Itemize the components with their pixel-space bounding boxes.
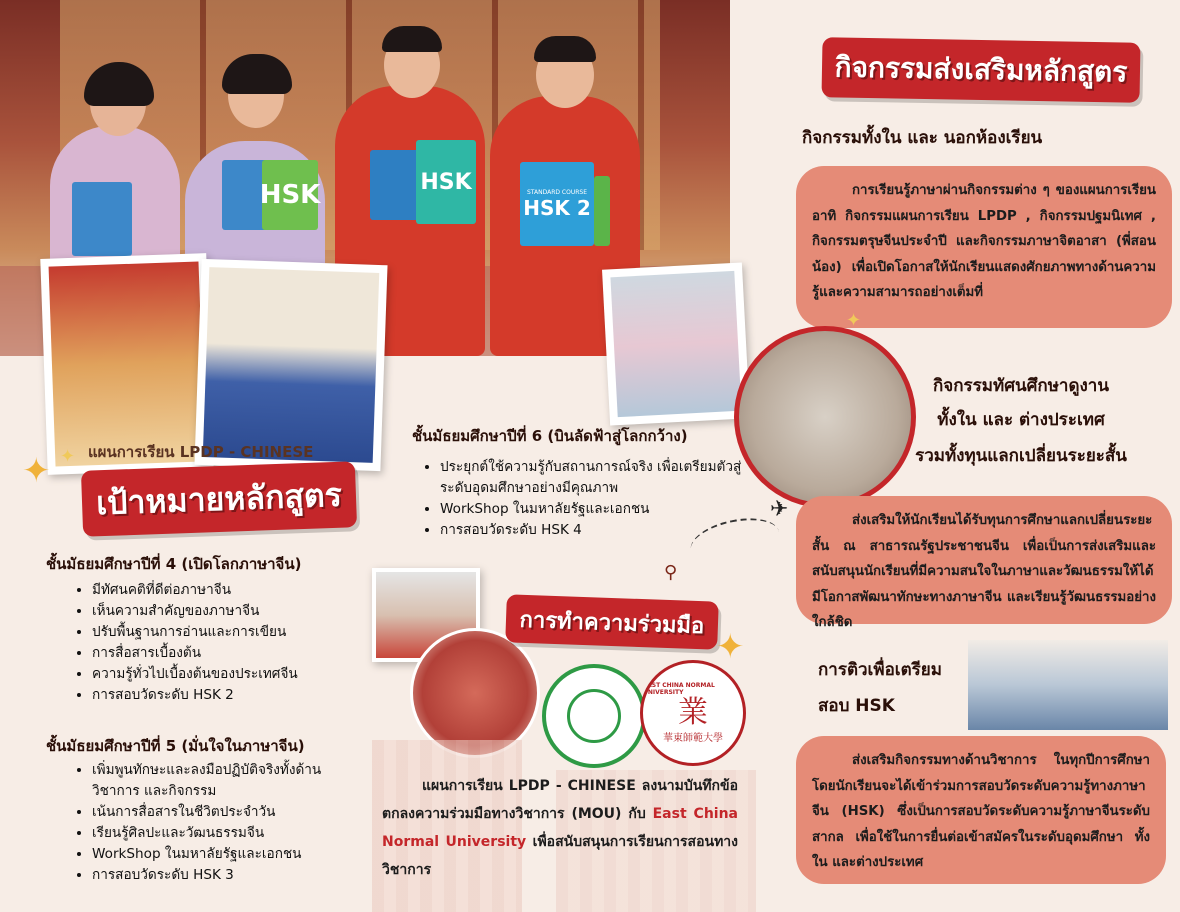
location-pin-icon: ⚲: [664, 562, 678, 583]
list-item: • เรียนรู้ศิลปะและวัฒนธรรมจีน: [92, 823, 362, 844]
list-item: • เพิ่มพูนทักษะและลงมือปฏิบัติจริงทั้งด้านวิชาการ และกิจกรรม: [92, 760, 362, 802]
sparkle-icon: ✦: [716, 627, 745, 667]
photo-hsk-group: [968, 640, 1168, 730]
photo-study-tour-circle: [734, 326, 916, 508]
list-item: • WorkShop ในมหาลัยรัฐและเอกชน: [440, 499, 750, 520]
ecnu-emblem-icon: 業: [678, 695, 708, 730]
ecnu-arc-text: EAST CHINA NORMAL UNIVERSITY: [643, 682, 715, 696]
activities-panel: [796, 166, 1172, 331]
list-item: • เน้นการสื่อสารในชีวิตประจำวัน: [92, 802, 362, 823]
airplane-icon: ✈: [770, 497, 789, 522]
activities-subtitle: กิจกรรมทั้งใน และ นอกห้องเรียน: [802, 128, 1043, 148]
list-item: • การสื่อสารเบื้องต้น: [92, 643, 392, 664]
list-item: • มีทัศนคติที่ดีต่อภาษาจีน: [92, 580, 392, 601]
mou-text-part2: เพื่อสนับสนุนการเรียนการสอนทางวิชาการ: [382, 834, 739, 878]
m6-title: ชั้นมัธยมศึกษาปีที่ 6 (บินลัดฟ้าสู่โลกกว้าง): [412, 427, 688, 445]
goals-ribbon-title: เป้าหมายหลักสูตร: [95, 475, 343, 522]
study-tour-paragraph: ส่งเสริมให้นักเรียนได้รับทุนการศึกษาแลกเปลี่ยนระยะสั้น ณ สาธารณรัฐประชาชนจีน เพื่อเป็นการส่งเสริมและสนับสนุนนักเรียนที่มีความสนใจในภาษาและวัฒนธรรมให้ได้มีโอกาสพัฒนาทักษะทางภาษาจีน และเรียนรู้วัฒนธรรมอย่างใกล้ชิด: [812, 513, 1156, 630]
m5-list: [70, 760, 362, 886]
m6-list: [418, 457, 750, 541]
m5-title: ชั้นมัธยมศึกษาปีที่ 5 (มั่นใจในภาษาจีน): [46, 737, 305, 755]
hsk-prep-panel: [796, 736, 1166, 884]
goals-ribbon: [81, 461, 357, 537]
activities-ribbon: [822, 37, 1141, 103]
list-item: • WorkShop ในมหาลัยรัฐและเอกชน: [92, 844, 362, 865]
activities-ribbon-title: กิจกรรมส่งเสริมหลักสูตร: [834, 50, 1128, 89]
study-tour-line3: รวมทั้งทุนแลกเปลี่ยนระยะสั้น: [915, 446, 1127, 466]
m4-title: ชั้นมัธยมศึกษาปีที่ 4 (เปิดโลกภาษาจีน): [46, 555, 302, 573]
textbook: [72, 182, 132, 256]
program-label: แผนการเรียน LPDP - CHINESE: [88, 443, 314, 461]
hsk-book: HSK: [416, 140, 476, 224]
list-item: • การสอบวัดระดับ HSK 4: [440, 520, 750, 541]
list-item: • การสอบวัดระดับ HSK 3: [92, 865, 362, 886]
book-title: HSK 2: [523, 195, 591, 220]
study-tour-line1: กิจกรรมทัศนศึกษาดูงาน: [933, 376, 1109, 396]
collab-ribbon: [505, 594, 719, 649]
partner-logo-green: [542, 664, 646, 768]
sparkle-icon: ✦: [60, 446, 76, 467]
book-subtitle: STANDARD COURSE: [527, 188, 587, 196]
photo-hanfu-students: [602, 262, 750, 425]
hsk-prep-line1: การติวเพื่อเตรียม: [818, 660, 942, 680]
list-item: • ความรู้ทั่วไปเบื้องต้นของประเทศจีน: [92, 664, 392, 685]
list-item: • เห็นความสำคัญของภาษาจีน: [92, 601, 392, 622]
mou-text-part1: แผนการเรียน LPDP - CHINESE ลงนามบันทึกข้อตกลงความร่วมมือทางวิชาการ (MOU) กับ: [382, 778, 738, 822]
ecnu-name: East China Normal University: [382, 806, 738, 850]
hsk-book: HSK: [262, 160, 318, 230]
m4-list: [70, 580, 392, 706]
mou-paragraph: [382, 772, 738, 884]
sparkle-icon: ✦: [22, 451, 51, 491]
activities-paragraph: การเรียนรู้ภาษาผ่านกิจกรรมต่าง ๆ ของแผนการเรียน อาทิ กิจกรรมแผนการเรียน LPDP , กิจกรรมปฐมนิเทศ , กิจกรรมตรุษจีนประจำปี และกิจกรรมภาษาจิตอาสา (พี่สอนน้อง) เพื่อเปิดโอกาสให้นักเรียนแสดงศักยภาพทางด้านความรู้และความสามารถอย่างเต็มที่: [812, 183, 1156, 300]
textbook: [370, 150, 420, 220]
photo-group-circle: [410, 628, 540, 758]
sparkle-icon: ✦: [846, 310, 862, 331]
list-item: • ปรับพื้นฐานการอ่านและการเขียน: [92, 622, 392, 643]
list-item: • การสอบวัดระดับ HSK 2: [92, 685, 392, 706]
list-item: • ประยุกต์ใช้ความรู้กับสถานการณ์จริง เพื่อเตรียมตัวสู่ระดับอุดมศึกษาอย่างมีคุณภาพ: [440, 457, 750, 499]
ecnu-logo: [640, 660, 746, 766]
study-tour-line2: ทั้งใน และ ต่างประเทศ: [937, 410, 1105, 430]
collab-ribbon-title: การทำความร่วมมือ: [519, 607, 705, 639]
study-tour-panel: [796, 496, 1172, 630]
hsk-prep-line2: สอบ HSK: [818, 696, 895, 716]
hsk2-book: [520, 162, 594, 246]
hsk-prep-paragraph: ส่งเสริมกิจกรรมทางด้านวิชาการ ในทุกปีการศึกษา โดยนักเรียนจะได้เข้าร่วมการสอบวัดระดับความรู้ทางภาษาจีน (HSK) ซึ่งเป็นการสอบวัดระดับความรู้ภาษาจีนระดับสากล เพื่อใช้ในการยื่นต่อเข้าสมัครในระดับอุดมศึกษา ทั้งใน และต่างประเทศ: [812, 753, 1150, 870]
ecnu-cn-text: 華東師範大學: [663, 733, 723, 744]
